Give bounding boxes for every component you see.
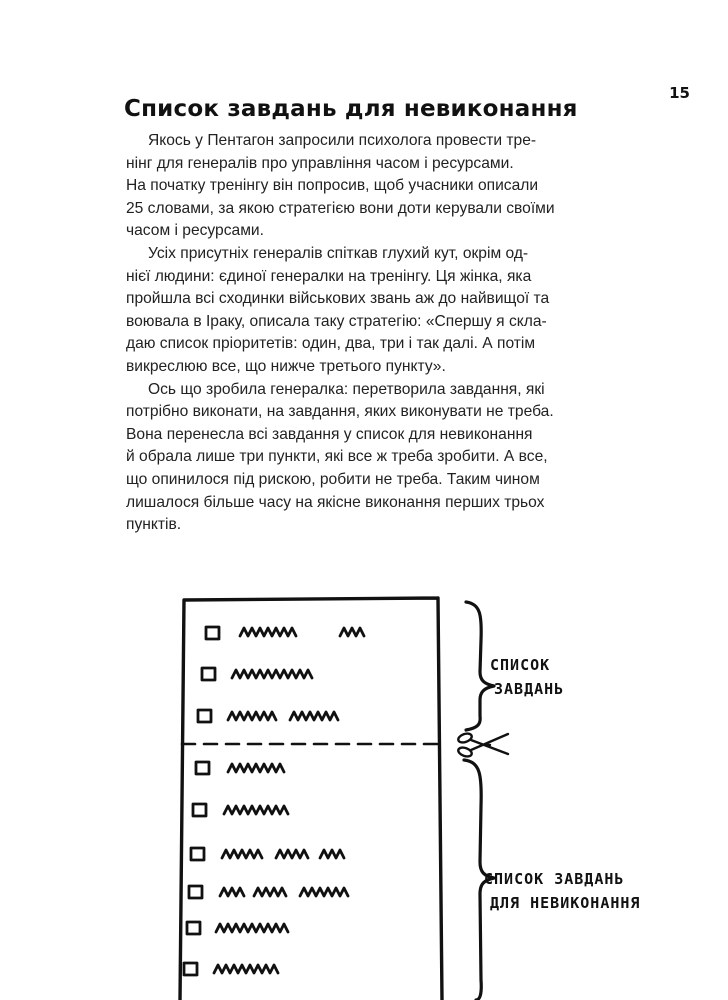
scribble-line xyxy=(220,888,348,896)
body-text-line: Вона перенесла всі завдання у список для невиконання xyxy=(126,425,533,443)
body-text-line: пунктів. xyxy=(126,516,182,534)
checkbox-icon xyxy=(191,848,204,860)
checkbox-icon xyxy=(193,804,206,816)
body-text-line: нінг для генералів про управління часом і ресурсами. xyxy=(126,154,514,172)
scribble-line xyxy=(228,712,338,720)
checkbox-icon xyxy=(196,762,209,774)
checkbox-icon xyxy=(189,886,202,898)
body-text-line: Ось що зробила генералка: перетворила завдання, які xyxy=(148,380,545,398)
checkbox-icon xyxy=(202,668,215,680)
checkbox-icon xyxy=(198,710,211,722)
todo-label-line-1: СПИСОК xyxy=(490,656,551,674)
scissors-icon xyxy=(457,732,508,758)
scribble-line xyxy=(232,670,312,678)
scribble-line xyxy=(214,965,278,973)
body-text-line: лишалося більше часу на якісне виконання перших трьох xyxy=(126,493,545,511)
checkbox-icon xyxy=(184,963,197,975)
not-todo-label-line-1: СПИСОК ЗАВДАНЬ xyxy=(484,870,625,888)
scribble-line xyxy=(224,806,288,814)
body-text-line: На початку тренінгу він попросив, щоб учасники описали xyxy=(126,177,539,195)
body-text-line: 25 словами, за якою стратегією вони доти керували своїми xyxy=(126,199,555,217)
body-text-line: й обрала лише три пункти, які все ж треба зробити. А все, xyxy=(126,448,548,466)
body-text-line: що опинилося під рискою, робити не треба. Таким чином xyxy=(126,470,540,488)
body-text-line: нієї людини: єдиної генералки на тренінгу. Ця жінка, яка xyxy=(126,267,532,285)
body-text xyxy=(126,130,626,537)
body-text-line: воювала в Іраку, описала таку стратегію: «Спершу я скла- xyxy=(126,312,547,330)
list-sheet xyxy=(180,598,442,1000)
body-text-line: потрібно виконати, на завдання, яких виконувати не треба. xyxy=(126,403,554,421)
scribble-line xyxy=(228,764,284,772)
page-heading: Список завдань для невиконання xyxy=(124,96,578,122)
body-text-line: пройшла всі сходинки військових звань аж до найвищої та xyxy=(126,290,550,308)
scribble-line xyxy=(216,924,288,932)
checkbox-icon xyxy=(187,922,200,934)
scribble-group xyxy=(214,628,364,973)
body-text-line: Якось у Пентагон запросили психолога провести тре- xyxy=(148,132,537,149)
checkbox-icon xyxy=(206,627,219,639)
scribble-line xyxy=(240,628,364,636)
todo-label-line-2: ЗАВДАНЬ xyxy=(494,680,565,698)
body-text-line: даю список пріоритетів: один, два, три і так далі. А потім xyxy=(126,335,536,353)
scribble-line xyxy=(222,850,344,858)
not-todo-label-line-2: ДЛЯ НЕВИКОНАННЯ xyxy=(490,894,641,912)
body-text-line: викреслюю все, що нижче третього пункту». xyxy=(126,357,446,375)
checkbox-icon-group xyxy=(184,627,219,975)
page-number: 15 xyxy=(669,84,690,102)
body-text-line: Усіх присутніх генералів спіткав глухий кут, окрім од- xyxy=(148,244,529,262)
body-text-line: часом і ресурсами. xyxy=(126,222,264,240)
todo-list-illustration xyxy=(0,580,728,1000)
